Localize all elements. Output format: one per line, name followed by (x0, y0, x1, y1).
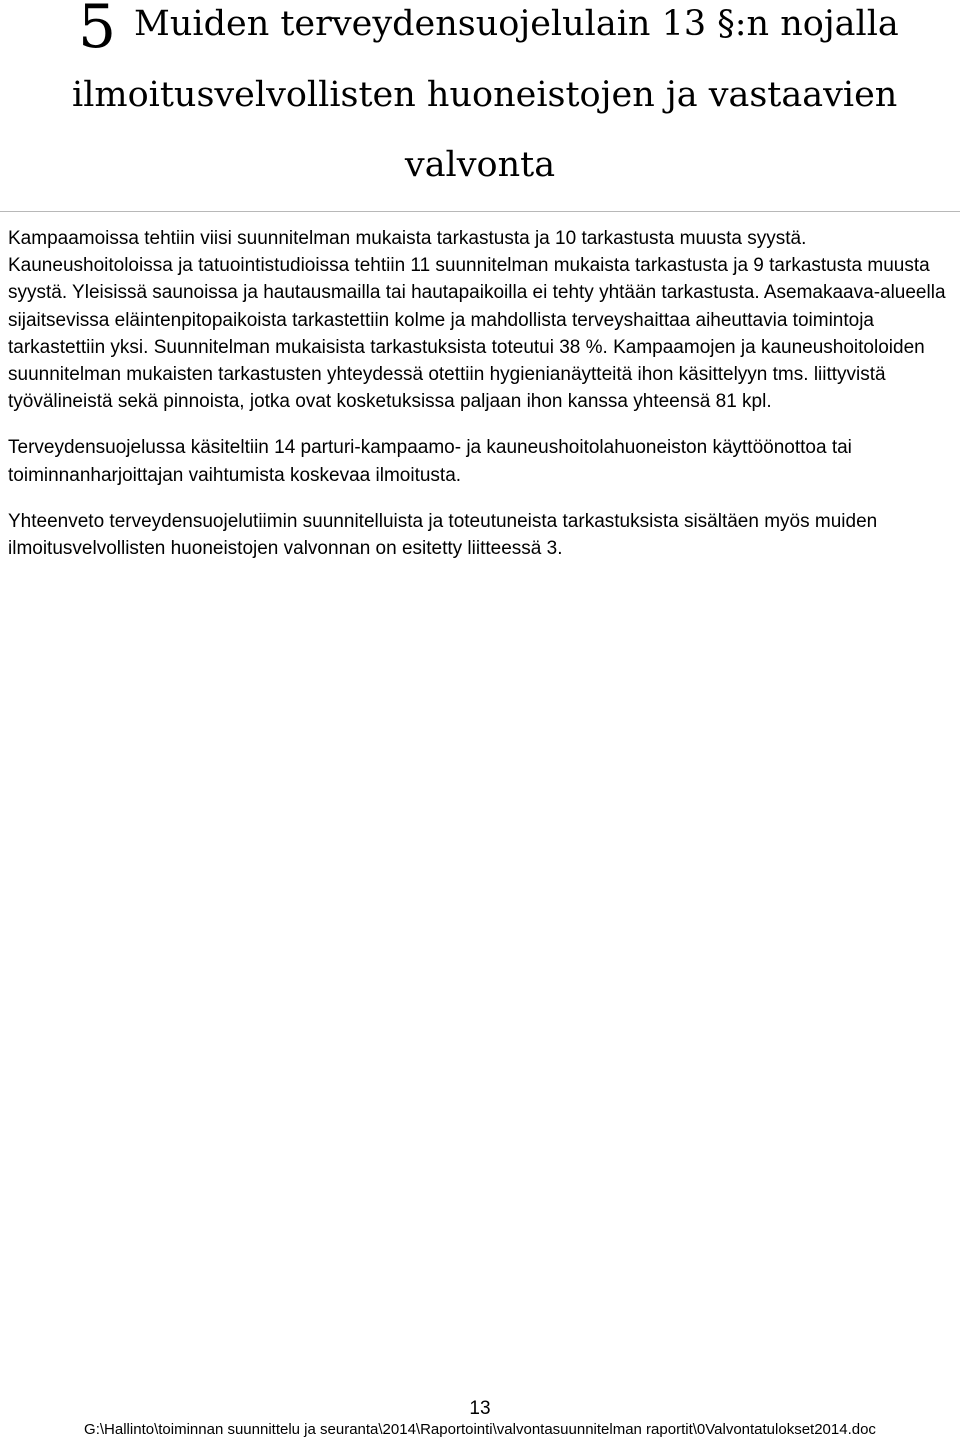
chapter-title-line-1: Muiden terveydensuojelulain 13 §:n nojalla (134, 4, 899, 44)
body-text (8, 225, 956, 581)
paragraph-notifications: Terveydensuojelussa käsiteltiin 14 parturi-kampaamo- ja kauneushoitolahuoneiston käyttöönottoa tai toiminnanharjoittajan vaihtumista koskevaa ilmoitusta. (8, 437, 852, 486)
footer-file-path: G:\Hallinto\toiminnan suunnittelu ja seuranta\2014\Raportointi\valvontasuunnitelman raportit\0Valvontatulokset2014.doc (84, 1421, 876, 1438)
chapter-heading (0, 0, 960, 212)
chapter-title-line-2: ilmoitusvelvollisten huoneistojen ja vastaavien (72, 75, 898, 115)
paragraph-summary: Yhteenveto terveydensuojelutiimin suunnitelluista ja toteutuneista tarkastuksista sisältäen myös muiden ilmoitusvelvollisten huoneistojen valvonnan on esitetty liitteessä 3. (8, 510, 878, 560)
chapter-number: 5 (78, 0, 117, 62)
page-number: 13 (469, 1398, 491, 1419)
chapter-title-line-3: valvonta (404, 145, 556, 185)
heading-divider (0, 211, 960, 212)
paragraph-inspections: Kampaamoissa tehtiin viisi suunnitelman mukaista tarkastusta ja 10 tarkastusta muusta syystä. Kauneushoitoloissa ja tatuointistudioissa tehtiin 11 suunnitelman mukaista tarkastusta ja 9 tarkastusta muusta syystä. Yleisissä saunoissa ja hautausmailla tai hautapaikoilla ei tehty yhtään tarkastusta. Asemakaava-alueella sijaitsevissa eläintenpitopaikoista tarkastettiin kolme ja mahdollista terveyshaittaa aiheuttavia toimintoja tarkastettiin yksi. Suunnitelman mukaisista tarkastuksista toteutui 38 %. Kampaamojen ja kauneushoitoloiden suunnitelman mukaisten tarkastusten yhteydessä otettiin hygienianäytteitä ihon käsittelyyn tms. liittyvistä työvälineistä sekä pinnoista, jotka ovat kosketuksissa paljaan ihon kanssa yhteensä 81 kpl. (8, 228, 946, 413)
